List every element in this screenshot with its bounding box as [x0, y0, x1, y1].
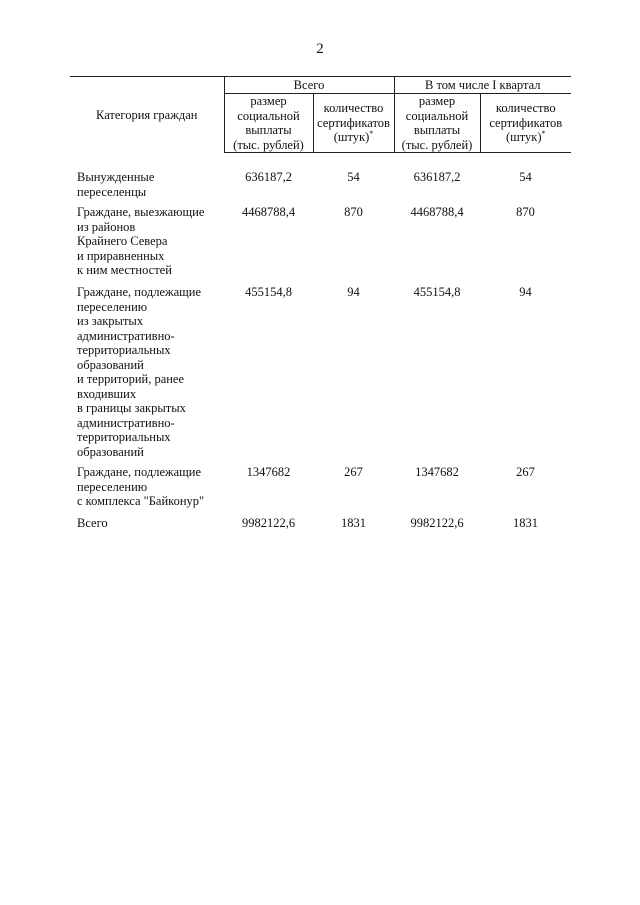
header-total-sum: размер социальной выплаты (тыс. рублей) [224, 94, 313, 153]
header-group-total: Всего [224, 77, 394, 94]
row-category: Граждане, подлежащие переселению из закрытых административно- территориальных образований и территорий, ранее входивших в границы закрытых административно- территориальных образований [77, 285, 202, 459]
row-total-sum: 636187,2 [245, 170, 292, 184]
footnote-mark: * [369, 129, 374, 139]
row-q1-sum: 636187,2 [413, 170, 461, 184]
row-q1-count: 1831 [513, 516, 538, 530]
row-total-sum: 9982122,6 [241, 516, 296, 530]
row-total-count: 267 [344, 465, 363, 479]
page-number: 2 [316, 41, 324, 57]
table-row [70, 170, 571, 205]
header-total-count: количество сертификатов (штук)* [313, 94, 394, 153]
row-q1-count: 54 [519, 170, 532, 184]
row-category: Вынужденные переселенцы [77, 170, 155, 199]
row-q1-sum: 455154,8 [413, 285, 461, 299]
table-row-total [70, 516, 571, 532]
row-q1-count: 870 [516, 205, 535, 219]
row-total-count: 870 [344, 205, 363, 219]
row-q1-sum: 4468788,4 [410, 205, 464, 219]
row-category: Граждане, подлежащие переселению с комплекса "Байконур" [77, 465, 205, 508]
row-total-count: 94 [347, 285, 360, 299]
header-group-q1: В том числе I квартал [394, 77, 571, 94]
row-total-sum: 1347682 [246, 465, 291, 479]
row-category: Всего [77, 516, 108, 530]
certificates-table [70, 76, 571, 532]
header-category: Категория граждан [70, 77, 224, 153]
row-total-sum: 4468788,4 [241, 205, 296, 219]
table-row [70, 285, 571, 465]
row-category: Граждане, выезжающие из районов Крайнего Севера и приравненных к ним местностей [77, 205, 205, 277]
header-q1-count: количество сертификатов (штук)* [480, 94, 571, 153]
row-q1-sum: 1347682 [415, 465, 459, 479]
footnote-mark: * [541, 129, 546, 139]
row-q1-count: 94 [519, 285, 532, 299]
table-row [70, 205, 571, 285]
row-q1-count: 267 [516, 465, 535, 479]
row-total-count: 54 [347, 170, 360, 184]
header-row-groups [70, 77, 571, 94]
row-total-sum: 455154,8 [245, 285, 292, 299]
header-q1-sum: размер социальной выплаты (тыс. рублей) [394, 94, 480, 153]
row-total-count: 1831 [341, 516, 366, 530]
table-row [70, 465, 571, 516]
row-q1-sum: 9982122,6 [410, 516, 464, 530]
